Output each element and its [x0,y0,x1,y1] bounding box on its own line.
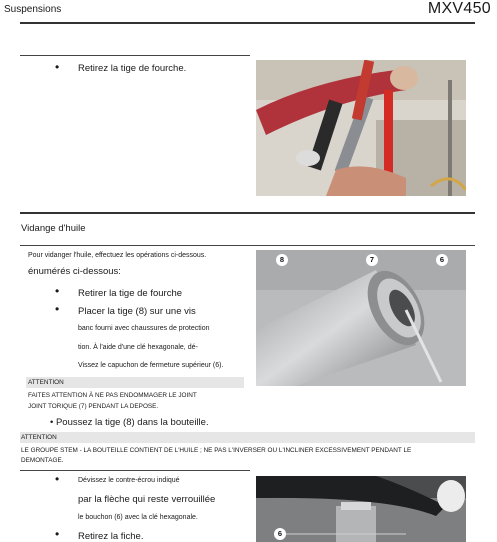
callout-6: 6 [274,528,286,540]
item3-line3: le bouchon (6) avec la clé hexagonale. [78,514,198,521]
item1-text: Retirer la tige de fourche [78,288,183,299]
model-name: MXV450 [427,0,491,17]
attention2-line2: DEMONTAGE. [21,457,64,464]
attention1-line2: JOINT TORIQUE (7) PENDANT LA DEPOSE. [28,403,159,410]
bullet: • [55,527,60,541]
item2-line2: banc fourni avec chaussures de protection [78,325,210,332]
item4-text: Retirez la fiche. [78,531,144,542]
intro-line1: Pour vidanger l'huile, effectuez les opérations ci-dessous. [28,252,207,259]
attention2-line1: LE GROUPE STEM - LA BOUTEILLE CONTIENT DE L'HUILE ; NE PAS L'INVERSER OU L'INCLINER EXCESSIVEMENT PENDANT LE [21,447,412,454]
attention1-line1: FAITES ATTENTION À NE PAS ENDOMMAGER LE JOINT [28,392,197,399]
bullet: • [55,302,60,316]
attention2-label: ATTENTION [21,434,57,441]
photo-fork-cap [256,250,466,386]
intro-line2: énumérés ci-dessous: [28,266,121,277]
oil-drain-title: Vidange d'huile [21,223,86,234]
photo-locknut [256,476,466,542]
item2-line3: tion. À l'aide d'une clé hexagonale, dé- [78,344,198,351]
item3-line1: Dévissez le contre-écrou indiqué [78,477,180,484]
callout-6: 6 [436,254,448,266]
bullet: • [55,284,60,298]
callout-8: 8 [276,254,288,266]
callout-7: 7 [366,254,378,266]
attention-bar [20,432,475,443]
attention1-label: ATTENTION [28,379,64,386]
item3-line2: par la flèche qui reste verrouillée [78,494,216,505]
bullet: • [55,472,60,486]
header-divider [20,22,475,24]
photo-fork-removal [256,60,466,196]
push-text: • Poussez la tige (8) dans la bouteille. [50,417,209,428]
step-divider [20,470,250,471]
item2-line1: Placer la tige (8) sur une vis [78,306,196,317]
bullet: • [55,60,60,74]
section-title: Suspensions [4,4,62,15]
item2-line4: Vissez le capuchon de fermeture supérieur (6). [78,362,224,369]
section-divider [20,212,475,214]
step1-text: Retirez la tige de fourche. [78,63,187,74]
step1-divider [20,55,250,56]
oil-drain-divider [20,245,475,246]
